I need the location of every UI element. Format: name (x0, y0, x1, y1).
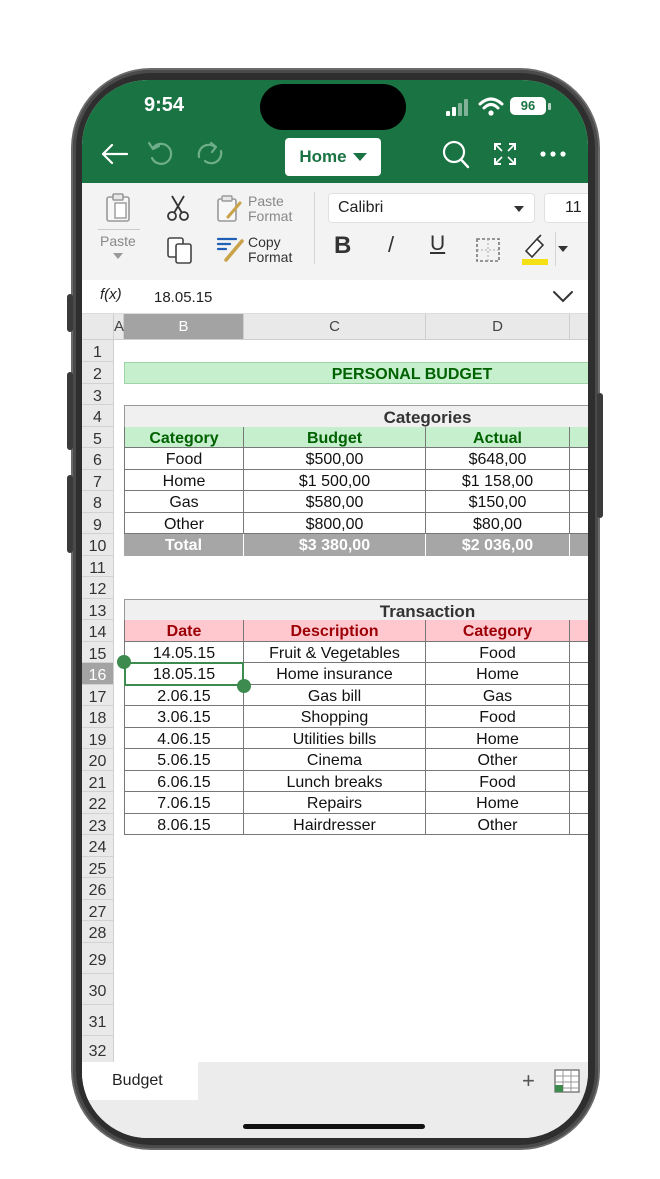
table-cell[interactable]: Fruit & Vegetables (244, 642, 426, 663)
table-cell[interactable]: Other (426, 814, 570, 835)
font-name-value: Calibri (338, 199, 384, 216)
selection-handle-start[interactable] (117, 655, 131, 669)
table-cell[interactable]: Shopping (244, 706, 426, 728)
formula-input[interactable]: 18.05.15 (154, 289, 213, 306)
row-header[interactable]: 1 (82, 340, 114, 362)
row-header[interactable]: 10 (82, 534, 114, 556)
paste-format-icon[interactable] (216, 193, 244, 223)
table-cell[interactable]: Home (426, 728, 570, 749)
chevron-down-icon (514, 206, 524, 212)
table-cell[interactable] (570, 728, 588, 749)
table-cell[interactable]: 2.06.15 (124, 685, 244, 706)
dynamic-island (260, 84, 406, 130)
row-header[interactable]: 30 (82, 974, 114, 1005)
paste-label[interactable]: Paste (100, 233, 136, 249)
fill-color-icon[interactable] (520, 233, 550, 265)
sheet-title[interactable]: PERSONAL BUDGET (124, 362, 588, 384)
row-header[interactable]: 18 (82, 706, 114, 728)
ribbon-divider (98, 229, 140, 230)
row-header[interactable]: 14 (82, 620, 114, 642)
column-header-c[interactable]: C (244, 314, 426, 340)
row-header[interactable]: 27 (82, 900, 114, 921)
column-header-b[interactable]: B (124, 314, 244, 340)
status-time: 9:54 (144, 94, 185, 116)
table-cell[interactable]: 8.06.15 (124, 814, 244, 835)
paste-icon[interactable] (105, 192, 131, 222)
chevron-down-icon (353, 153, 367, 161)
transaction-column-header[interactable]: Date (124, 620, 244, 642)
back-arrow-icon[interactable] (99, 142, 129, 166)
home-indicator (243, 1124, 425, 1129)
italic-button[interactable]: / (388, 232, 395, 257)
font-name-dropdown[interactable] (328, 193, 535, 223)
font-size-field[interactable]: 11 (544, 193, 588, 223)
row-header[interactable]: 13 (82, 599, 114, 620)
row-header[interactable]: 32 (82, 1036, 114, 1064)
copy-icon[interactable] (166, 236, 194, 264)
table-cell[interactable] (570, 771, 588, 792)
redo-icon[interactable] (194, 139, 226, 169)
more-icon[interactable] (539, 150, 567, 158)
table-cell[interactable]: Food (124, 448, 244, 470)
bold-button[interactable]: B (334, 232, 352, 259)
table-cell[interactable]: Lunch breaks (244, 771, 426, 792)
copy-format-label[interactable]: Copy Format (248, 234, 293, 265)
categories-extra-cell (570, 427, 588, 448)
table-cell[interactable]: $80,00 (426, 513, 570, 534)
total-cell[interactable] (570, 534, 588, 556)
table-cell[interactable] (570, 642, 588, 663)
paste-dropdown-icon[interactable] (113, 253, 123, 259)
row-header[interactable]: 21 (82, 771, 114, 792)
row-header[interactable]: 12 (82, 577, 114, 599)
table-cell[interactable] (570, 792, 588, 814)
volume-up-button (67, 372, 73, 450)
selection-handle-end[interactable] (237, 679, 251, 693)
table-cell[interactable]: 6.06.15 (124, 771, 244, 792)
row-header[interactable]: 26 (82, 878, 114, 900)
categories-header[interactable]: Categories (124, 405, 588, 427)
categories-column-header[interactable]: Actual (426, 427, 570, 448)
row-header[interactable]: 4 (82, 405, 114, 427)
table-cell[interactable] (570, 749, 588, 771)
corner-cell[interactable] (82, 314, 114, 340)
table-cell[interactable] (570, 491, 588, 513)
total-cell[interactable]: $2 036,00 (426, 534, 570, 556)
table-cell[interactable] (570, 663, 588, 685)
row-header[interactable]: 6 (82, 448, 114, 470)
table-cell[interactable]: $150,00 (426, 491, 570, 513)
total-cell[interactable]: Total (124, 534, 244, 556)
row-header[interactable]: 9 (82, 513, 114, 534)
ribbon-mode-dropdown[interactable] (285, 138, 381, 176)
ribbon-vertical-divider (314, 192, 315, 264)
underline-button[interactable]: U (430, 232, 446, 255)
table-cell[interactable]: Gas (124, 491, 244, 513)
column-header-a[interactable]: A (114, 314, 124, 340)
row-header[interactable]: 20 (82, 749, 114, 771)
table-cell[interactable]: Repairs (244, 792, 426, 814)
grid-view-icon[interactable] (554, 1069, 580, 1093)
app-screen (82, 80, 588, 1138)
row-header[interactable]: 7 (82, 470, 114, 491)
row-header[interactable]: 25 (82, 857, 114, 878)
paste-format-label[interactable]: Paste Format (248, 193, 293, 224)
table-cell[interactable]: Gas bill (244, 685, 426, 706)
table-cell[interactable]: Utilities bills (244, 728, 426, 749)
table-cell[interactable] (570, 685, 588, 706)
table-cell[interactable]: Hairdresser (244, 814, 426, 835)
row-header[interactable]: 29 (82, 943, 114, 974)
borders-icon[interactable] (475, 237, 501, 263)
fill-color-dropdown-icon[interactable] (558, 246, 568, 252)
ribbon-mode-label: Home (299, 147, 347, 166)
table-cell[interactable]: $500,00 (244, 448, 426, 470)
table-cell[interactable]: Home (426, 663, 570, 685)
column-header-e[interactable] (570, 314, 588, 340)
volume-down-button (67, 475, 73, 553)
table-cell[interactable]: Other (426, 749, 570, 771)
row-header[interactable]: 31 (82, 1005, 114, 1036)
total-cell[interactable]: $3 380,00 (244, 534, 426, 556)
row-header[interactable]: 23 (82, 814, 114, 835)
row-header[interactable]: 11 (82, 556, 114, 577)
function-icon[interactable]: f(x) (100, 286, 122, 303)
selected-cell-outline[interactable] (124, 662, 244, 686)
battery-tip (548, 103, 551, 110)
table-cell[interactable]: $648,00 (426, 448, 570, 470)
table-cell[interactable]: Home (426, 792, 570, 814)
cut-icon[interactable] (166, 194, 190, 222)
table-cell[interactable] (570, 513, 588, 534)
table-cell[interactable]: Food (426, 642, 570, 663)
sheet-tab-budget[interactable]: Budget (82, 1062, 198, 1100)
table-cell[interactable] (570, 470, 588, 491)
transaction-header[interactable]: Transaction (124, 599, 588, 620)
table-cell[interactable]: 5.06.15 (124, 749, 244, 771)
categories-column-header[interactable]: Budget (244, 427, 426, 448)
undo-icon[interactable] (146, 139, 176, 169)
table-cell[interactable] (570, 706, 588, 728)
row-header[interactable]: 24 (82, 835, 114, 857)
row-header[interactable]: 17 (82, 685, 114, 706)
copy-format-icon[interactable] (216, 235, 246, 263)
ribbon-vertical-divider (555, 232, 556, 266)
row-header[interactable]: 3 (82, 384, 114, 405)
row-header[interactable]: 8 (82, 491, 114, 513)
chevron-down-icon[interactable] (552, 290, 574, 303)
add-sheet-button[interactable]: + (522, 1068, 535, 1093)
row-header[interactable]: 28 (82, 921, 114, 943)
table-cell[interactable]: Home insurance (244, 663, 426, 685)
table-cell[interactable]: 3.06.15 (124, 706, 244, 728)
table-cell[interactable]: Other (124, 513, 244, 534)
row-header[interactable]: 5 (82, 427, 114, 448)
transaction-column-header[interactable]: Category (426, 620, 570, 642)
table-cell[interactable]: Gas (426, 685, 570, 706)
row-header[interactable]: 19 (82, 728, 114, 749)
wifi-icon (478, 97, 504, 117)
table-cell[interactable]: 18.05.15 (124, 663, 244, 685)
row-header[interactable]: 2 (82, 362, 114, 384)
table-cell[interactable]: Home (124, 470, 244, 491)
row-header[interactable]: 15 (82, 642, 114, 663)
table-cell[interactable]: Food (426, 706, 570, 728)
table-cell[interactable] (570, 448, 588, 470)
search-icon[interactable] (442, 140, 470, 170)
battery-icon: 96 (510, 97, 546, 115)
table-cell[interactable]: 7.06.15 (124, 792, 244, 814)
transaction-extra-cell (570, 620, 588, 642)
table-cell[interactable]: $800,00 (244, 513, 426, 534)
table-cell[interactable]: $580,00 (244, 491, 426, 513)
table-cell[interactable]: $1 500,00 (244, 470, 426, 491)
table-cell[interactable] (570, 814, 588, 835)
action-button (67, 294, 73, 332)
row-header[interactable]: 16 (82, 663, 114, 685)
table-cell[interactable]: $1 158,00 (426, 470, 570, 491)
power-button (597, 393, 603, 518)
transaction-column-header[interactable]: Description (244, 620, 426, 642)
fullscreen-icon[interactable] (493, 142, 517, 166)
table-cell[interactable]: 4.06.15 (124, 728, 244, 749)
table-cell[interactable]: 14.05.15 (124, 642, 244, 663)
column-header-d[interactable]: D (426, 314, 570, 340)
row-header[interactable]: 22 (82, 792, 114, 814)
table-cell[interactable]: Cinema (244, 749, 426, 771)
table-cell[interactable]: Food (426, 771, 570, 792)
categories-column-header[interactable]: Category (124, 427, 244, 448)
